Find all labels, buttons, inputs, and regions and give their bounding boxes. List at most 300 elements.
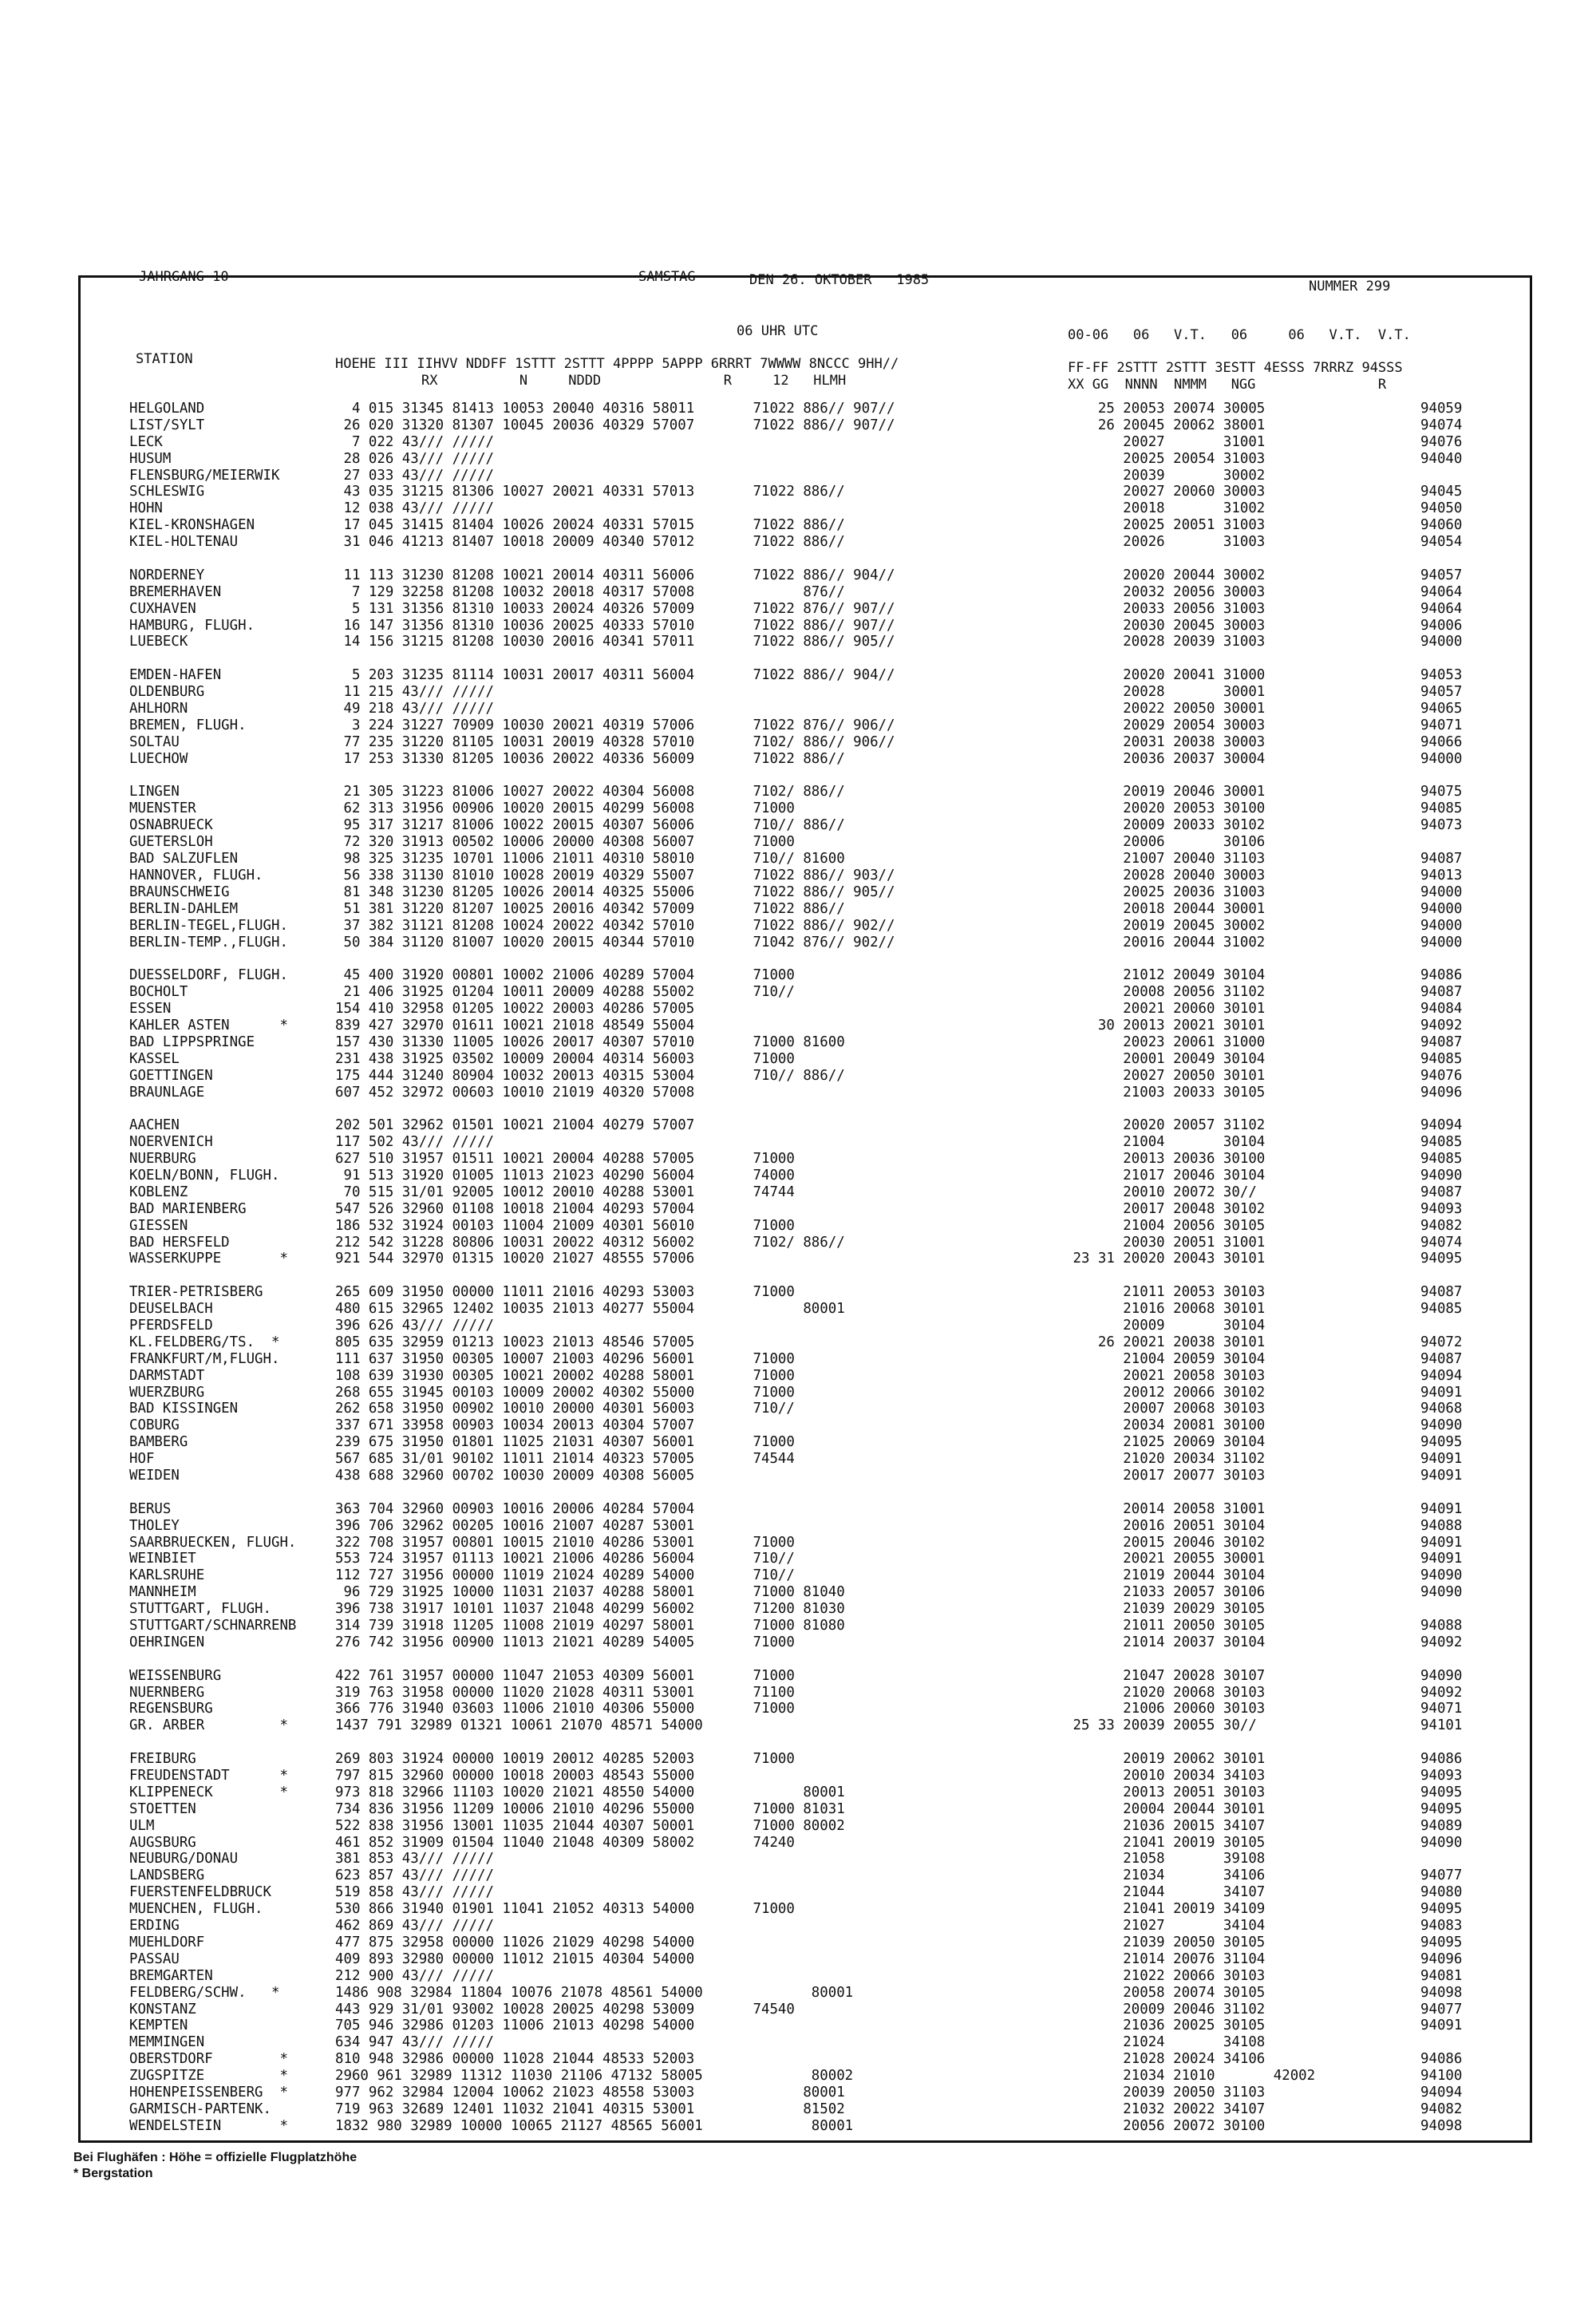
station-name: OLDENBURG: [129, 684, 205, 701]
station-codes: 96 729 31925 10000 11031 21037 40288 58001 71000 81040: [335, 1584, 845, 1601]
station-index: 94054: [1420, 534, 1463, 551]
table-row: [129, 534, 1534, 551]
station-name: LECK: [129, 433, 163, 450]
station-codes: 70 515 31/01 92005 10012 20010 40288 53001 74744: [335, 1184, 795, 1200]
station-extra-codes: 21047 20028 30107: [1065, 1667, 1266, 1684]
station-name: FREUDENSTADT *: [129, 1768, 288, 1784]
station-column-header: STATION: [136, 351, 193, 367]
station-index: 94095: [1420, 1901, 1463, 1918]
station-index: 94091: [1420, 1500, 1463, 1517]
table-row: [129, 1284, 1534, 1301]
station-index: 94094: [1420, 2084, 1463, 2100]
station-index: 94072: [1420, 1334, 1463, 1350]
station-index: 94095: [1420, 1934, 1463, 1950]
table-row: [129, 1685, 1534, 1701]
station-index: 94045: [1420, 484, 1463, 500]
station-name: AUGSBURG: [129, 1834, 196, 1851]
station-index: 94086: [1420, 967, 1463, 984]
table-row: [129, 1151, 1534, 1168]
table-row: [129, 1835, 1534, 1851]
station-index: 94083: [1420, 1918, 1463, 1934]
station-name: BRAUNSCHWEIG: [129, 883, 230, 900]
table-row: [129, 417, 1534, 434]
station-extra-codes: 26 20045 20062 38001: [1065, 417, 1266, 433]
station-index: 94074: [1420, 1234, 1463, 1251]
table-row: [129, 2017, 1534, 2034]
station-codes: 607 452 32972 00603 10010 21019 40320 57008: [335, 1084, 695, 1101]
station-index: 94092: [1420, 1017, 1463, 1033]
station-extra-codes: 20020 20041 31000: [1065, 667, 1266, 684]
station-index: 94082: [1420, 2100, 1463, 2117]
station-name: BREMGARTEN: [129, 1967, 213, 1984]
station-index: 94090: [1420, 1834, 1463, 1851]
station-name: STUTTGART/SCHNARRENB: [129, 1618, 297, 1634]
station-name: GARMISCH-PARTENK.: [129, 2100, 271, 2117]
station-index: 94071: [1420, 1701, 1463, 1717]
table-row: [129, 434, 1534, 451]
station-index: 94080: [1420, 1884, 1463, 1901]
station-codes: 111 637 31950 00305 10007 21003 40296 56001 71000: [335, 1350, 795, 1367]
station-codes: 175 444 31240 80904 10032 20013 40315 53004 710// 886//: [335, 1067, 845, 1084]
table-row: [129, 1751, 1534, 1768]
station-index: 94091: [1420, 1534, 1463, 1551]
station-codes: 973 818 32966 11103 10020 21021 48550 54000 80001: [335, 1784, 845, 1800]
station-codes: 117 502 43/// /////: [335, 1134, 494, 1151]
station-index: 94087: [1420, 1350, 1463, 1367]
station-codes: 17 253 31330 81205 10036 20022 40336 56009 71022 886//: [335, 750, 845, 767]
station-extra-codes: 21003 20033 30105: [1065, 1084, 1266, 1101]
table-row: [129, 1468, 1534, 1484]
date-label: DEN 26. OKTOBER 1985: [749, 272, 930, 288]
station-extra-codes: 23 31 20020 20043 30101: [1065, 1251, 1266, 1267]
station-extra-codes: 20058 20074 30105: [1065, 1984, 1266, 2001]
station-extra-codes: 21016 20068 30101: [1065, 1301, 1266, 1318]
station-codes: 1437 791 32989 01321 10061 21070 48571 54000: [335, 1717, 703, 1734]
station-index: 94081: [1420, 1967, 1463, 1984]
station-index: 94090: [1420, 1167, 1463, 1184]
station-name: ESSEN: [129, 1001, 172, 1018]
station-index: 94000: [1420, 883, 1463, 900]
station-codes: 231 438 31925 03502 10009 20004 40314 56003 71000: [335, 1050, 795, 1067]
station-codes: 202 501 32962 01501 10021 21004 40279 57007: [335, 1117, 695, 1134]
station-extra-codes: 20030 20051 31001: [1065, 1234, 1266, 1251]
station-codes: 734 836 31956 11209 10006 21010 40296 55000 71000 81031: [335, 1800, 845, 1817]
table-row: [129, 500, 1534, 517]
table-row: [129, 2101, 1534, 2118]
station-extra-codes: 20018 31002: [1065, 500, 1266, 517]
table-row: [129, 1784, 1534, 1801]
station-codes: 810 948 32986 00000 11028 21044 48533 52003: [335, 2051, 695, 2068]
station-codes: 50 384 31120 81007 10020 20015 40344 57010 71042 876// 902//: [335, 934, 895, 950]
station-codes: 921 544 32970 01315 10020 21027 48555 57006: [335, 1251, 695, 1267]
station-index: 94092: [1420, 1634, 1463, 1650]
station-extra-codes: 20028 30001: [1065, 684, 1266, 701]
station-index: 94077: [1420, 1867, 1463, 1884]
station-index: 94093: [1420, 1200, 1463, 1217]
right-columns-header: FF-FF 2STTT 2STTT 3ESTT 4ESSS 7RRRZ 94SSS: [1068, 360, 1403, 376]
station-extra-codes: 21034 21010 42002: [1065, 2068, 1316, 2085]
station-codes: 522 838 31956 13001 11035 21044 40307 50001 71000 80002: [335, 1817, 845, 1834]
station-index: 94085: [1420, 800, 1463, 817]
table-row: [129, 1134, 1534, 1151]
table-row: [129, 935, 1534, 951]
station-extra-codes: 21028 20024 34106: [1065, 2051, 1266, 2068]
table-row: [129, 601, 1534, 618]
station-extra-codes: 25 33 20039 20055 30//: [1065, 1717, 1257, 1734]
table-row: [129, 567, 1534, 584]
station-index: 94040: [1420, 450, 1463, 467]
station-name: KOELN/BONN, FLUGH.: [129, 1167, 280, 1184]
station-name: FLENSBURG/MEIERWIK: [129, 467, 280, 484]
station-extra-codes: 21036 20015 34107: [1065, 1817, 1266, 1834]
station-index: 94091: [1420, 1384, 1463, 1401]
table-row: [129, 1851, 1534, 1867]
station-extra-codes: 21012 20049 30104: [1065, 967, 1266, 984]
station-index: 94050: [1420, 500, 1463, 517]
station-name: MUENSTER: [129, 800, 196, 817]
footnote-mountain-station: * Bergstation: [73, 2167, 153, 2180]
station-name: BAD LIPPSPRINGE: [129, 1033, 255, 1050]
station-index: 94000: [1420, 934, 1463, 950]
station-codes: 422 761 31957 00000 11047 21053 40309 56001 71000: [335, 1667, 795, 1684]
station-name: DARMSTADT: [129, 1367, 205, 1384]
station-index: 94000: [1420, 634, 1463, 650]
station-codes: 3 224 31227 70909 10030 20021 40319 57006 71022 876// 906//: [335, 717, 895, 733]
station-codes: 62 313 31956 00906 10020 20015 40299 56008 71000: [335, 800, 795, 817]
station-extra-codes: 20029 20054 30003: [1065, 717, 1266, 733]
table-row: [129, 484, 1534, 500]
station-index: 94091: [1420, 1551, 1463, 1567]
station-name: FRANKFURT/M,FLUGH.: [129, 1350, 280, 1367]
table-row: [129, 717, 1534, 734]
table-row: [129, 2068, 1534, 2085]
station-index: 94086: [1420, 2051, 1463, 2068]
station-codes: 212 542 31228 80806 10031 20022 40312 56002 7102/ 886//: [335, 1234, 845, 1251]
station-name: FUERSTENFELDBRUCK: [129, 1884, 271, 1901]
table-row: [129, 634, 1534, 650]
station-extra-codes: 21007 20040 31103: [1065, 851, 1266, 867]
table-row: [129, 867, 1534, 884]
station-index: 94098: [1420, 2117, 1463, 2134]
table-row: [129, 1368, 1534, 1385]
station-extra-codes: 25 20053 20074 30005: [1065, 401, 1266, 417]
day-label: SAMSTAG: [638, 269, 696, 285]
station-codes: 21 406 31925 01204 10011 20009 40288 55002 710//: [335, 984, 795, 1001]
table-row: [129, 1351, 1534, 1368]
group-separator: [129, 1267, 1534, 1284]
table-row: [129, 1668, 1534, 1685]
station-name: KIEL-HOLTENAU: [129, 534, 239, 551]
station-index: 94096: [1420, 1950, 1463, 1967]
station-codes: 37 382 31121 81208 10024 20022 40342 57010 71022 886// 902//: [335, 917, 895, 934]
station-codes: 77 235 31220 81105 10031 20019 40328 57010 7102/ 886// 906//: [335, 733, 895, 750]
station-name: BREMEN, FLUGH.: [129, 717, 247, 733]
table-row: [129, 618, 1534, 634]
station-extra-codes: 21022 20066 30103: [1065, 1967, 1266, 1984]
station-index: 94060: [1420, 517, 1463, 534]
table-row: [129, 1051, 1534, 1068]
station-extra-codes: 21036 20025 30105: [1065, 2017, 1266, 2034]
table-row: [129, 1451, 1534, 1468]
station-codes: 56 338 31130 81010 10028 20019 40329 55007 71022 886// 903//: [335, 867, 895, 883]
station-index: 94066: [1420, 733, 1463, 750]
station-codes: 547 526 32960 01108 10018 21004 40293 57004: [335, 1200, 695, 1217]
table-row: [129, 2085, 1534, 2101]
table-row: [129, 1918, 1534, 1934]
station-codes: 634 947 43/// /////: [335, 2034, 494, 2051]
station-extra-codes: 20016 20044 31002: [1065, 934, 1266, 950]
station-name: WEIDEN: [129, 1468, 180, 1484]
station-extra-codes: 21034 34106: [1065, 1867, 1266, 1884]
table-row: [129, 1085, 1534, 1101]
station-codes: 51 381 31220 81207 10025 20016 40342 57009 71022 886//: [335, 900, 845, 917]
table-row: [129, 1068, 1534, 1085]
station-name: ZUGSPITZE *: [129, 2068, 288, 2085]
station-index: 94085: [1420, 1050, 1463, 1067]
station-index: 94085: [1420, 1134, 1463, 1151]
station-index: 94075: [1420, 784, 1463, 800]
station-index: 94090: [1420, 1567, 1463, 1584]
table-row: [129, 1001, 1534, 1018]
station-codes: 627 510 31957 01511 10021 20004 40288 57005 71000: [335, 1151, 795, 1168]
station-extra-codes: 20008 20056 31102: [1065, 984, 1266, 1001]
station-extra-codes: 20031 20038 30003: [1065, 733, 1266, 750]
station-index: 94087: [1420, 1033, 1463, 1050]
group-separator: [129, 650, 1534, 667]
station-codes: 314 739 31918 11205 11008 21019 40297 58001 71000 81080: [335, 1618, 845, 1634]
station-codes: 43 035 31215 81306 10027 20021 40331 57013 71022 886//: [335, 484, 845, 500]
station-name: BAD MARIENBERG: [129, 1200, 247, 1217]
group-separator: [129, 950, 1534, 967]
table-row: [129, 1218, 1534, 1235]
table-row: [129, 984, 1534, 1001]
station-name: OEHRINGEN: [129, 1634, 205, 1650]
station-extra-codes: 21044 34107: [1065, 1884, 1266, 1901]
table-row: [129, 1951, 1534, 1968]
station-name: LANDSBERG: [129, 1867, 205, 1884]
table-row: [129, 1584, 1534, 1601]
station-extra-codes: 20020 20044 30002: [1065, 567, 1266, 583]
table-row: [129, 1717, 1534, 1734]
station-extra-codes: 21006 20060 30103: [1065, 1701, 1266, 1717]
station-codes: 98 325 31235 10701 11006 21011 40310 58010 710// 81600: [335, 851, 845, 867]
station-name: MUENCHEN, FLUGH.: [129, 1901, 263, 1918]
station-codes: 262 658 31950 00902 10010 20000 40301 56003 710//: [335, 1401, 795, 1417]
table-row: [129, 1184, 1534, 1201]
station-name: MANNHEIM: [129, 1584, 196, 1601]
station-index: 94064: [1420, 600, 1463, 617]
station-codes: 12 038 43/// /////: [335, 500, 494, 517]
station-codes: 157 430 31330 11005 10026 20017 40307 57010 71000 81600: [335, 1033, 845, 1050]
station-codes: 17 045 31415 81404 10026 20024 40331 57015 71022 886//: [335, 517, 845, 534]
table-row: [129, 1768, 1534, 1784]
station-codes: 519 858 43/// /////: [335, 1884, 494, 1901]
station-codes: 553 724 31957 01113 10021 21006 40286 56004 710//: [335, 1551, 795, 1567]
station-name: BRAUNLAGE: [129, 1084, 205, 1101]
station-extra-codes: 20009 20033 30102: [1065, 817, 1266, 834]
station-name: FREIBURG: [129, 1751, 196, 1768]
station-name: COBURG: [129, 1417, 180, 1434]
station-index: 94095: [1420, 1800, 1463, 1817]
station-name: LUEBECK: [129, 634, 188, 650]
station-codes: 443 929 31/01 93002 10028 20025 40298 53009 74540: [335, 2001, 795, 2017]
table-row: [129, 1117, 1534, 1134]
table-row: [129, 1818, 1534, 1835]
station-extra-codes: 20015 20046 30102: [1065, 1534, 1266, 1551]
station-extra-codes: 20025 20051 31003: [1065, 517, 1266, 534]
station-name: KONSTANZ: [129, 2001, 196, 2017]
station-codes: 337 671 33958 00903 10034 20013 40304 57007: [335, 1417, 695, 1434]
station-name: ULM: [129, 1817, 155, 1834]
station-extra-codes: 26 20021 20038 30101: [1065, 1334, 1266, 1350]
station-index: 94000: [1420, 900, 1463, 917]
table-row: [129, 1618, 1534, 1634]
jahrgang-label: JAHRGANG 10: [139, 269, 229, 285]
station-codes: 623 857 43/// /////: [335, 1867, 494, 1884]
station-index: 94057: [1420, 684, 1463, 701]
station-extra-codes: 20032 20056 30003: [1065, 583, 1266, 600]
table-row: [129, 1201, 1534, 1218]
station-extra-codes: 20019 20062 30101: [1065, 1751, 1266, 1768]
station-name: KLIPPENECK *: [129, 1784, 288, 1800]
station-extra-codes: 20036 20037 30004: [1065, 750, 1266, 767]
station-extra-codes: 20021 20060 30101: [1065, 1001, 1266, 1018]
right-columns-subheader: XX GG NNNN NMMM NGG R: [1068, 377, 1387, 393]
station-table: [129, 401, 1534, 2135]
station-extra-codes: 20028 20040 30003: [1065, 867, 1266, 883]
table-row: [129, 1251, 1534, 1267]
station-index: 94077: [1420, 2001, 1463, 2017]
station-index: 94084: [1420, 1001, 1463, 1018]
station-codes: 719 963 32689 12401 11032 21041 40315 53001 81502: [335, 2100, 845, 2117]
station-extra-codes: 20027 20050 30101: [1065, 1067, 1266, 1084]
station-name: WEISSENBURG: [129, 1667, 222, 1684]
station-extra-codes: 20017 20048 30102: [1065, 1200, 1266, 1217]
table-row: [129, 1801, 1534, 1818]
station-codes: 14 156 31215 81208 10030 20016 40341 57011 71022 886// 905//: [335, 634, 895, 650]
station-extra-codes: 20020 20057 31102: [1065, 1117, 1266, 1134]
table-row: [129, 684, 1534, 701]
station-codes: 112 727 31956 00000 11019 21024 40289 54000 710//: [335, 1567, 795, 1584]
group-separator: [129, 1651, 1534, 1668]
table-row: [129, 1235, 1534, 1251]
group-separator: [129, 1484, 1534, 1501]
station-index: 94057: [1420, 567, 1463, 583]
table-row: [129, 851, 1534, 867]
station-extra-codes: 20019 20045 30002: [1065, 917, 1266, 934]
station-name: GIESSEN: [129, 1217, 188, 1234]
station-index: 94065: [1420, 701, 1463, 717]
station-extra-codes: 21025 20069 30104: [1065, 1434, 1266, 1451]
station-codes: 4 015 31345 81413 10053 20040 40316 58011 71022 886// 907//: [335, 401, 895, 417]
station-index: 94094: [1420, 1367, 1463, 1384]
station-extra-codes: 20039 20050 31103: [1065, 2084, 1266, 2100]
station-codes: 797 815 32960 00000 10018 20003 48543 55000: [335, 1768, 695, 1784]
station-name: HELGOLAND: [129, 401, 205, 417]
table-row: [129, 1934, 1534, 1951]
table-row: [129, 584, 1534, 601]
station-name: BREMERHAVEN: [129, 583, 222, 600]
station-index: 94090: [1420, 1417, 1463, 1434]
observation-time-label: 06 UHR UTC: [737, 323, 819, 339]
station-index: 94000: [1420, 917, 1463, 934]
table-row: [129, 2118, 1534, 2135]
station-extra-codes: 20021 20058 30103: [1065, 1367, 1266, 1384]
station-index: 94090: [1420, 1667, 1463, 1684]
station-extra-codes: 21011 20050 30105: [1065, 1618, 1266, 1634]
station-name: HOF: [129, 1451, 155, 1468]
table-row: [129, 834, 1534, 851]
station-index: 94101: [1420, 1717, 1463, 1734]
table-row: [129, 1884, 1534, 1901]
station-name: AHLHORN: [129, 701, 188, 717]
station-name: KARLSRUHE: [129, 1567, 205, 1584]
station-codes: 276 742 31956 00900 11013 21021 40289 54005 71000: [335, 1634, 795, 1650]
station-index: 94076: [1420, 1067, 1463, 1084]
station-index: 94095: [1420, 1251, 1463, 1267]
station-codes: 91 513 31920 01005 11013 21023 40290 56004 74000: [335, 1167, 795, 1184]
station-name: NUERBURG: [129, 1151, 196, 1168]
table-row: [129, 468, 1534, 484]
station-index: 94087: [1420, 1184, 1463, 1200]
station-index: 94100: [1420, 2068, 1463, 2085]
station-name: PFERDSFELD: [129, 1317, 213, 1334]
table-row: [129, 1385, 1534, 1401]
station-codes: 72 320 31913 00502 10006 20000 40308 56007 71000: [335, 834, 795, 851]
station-index: 94053: [1420, 667, 1463, 684]
station-extra-codes: 20012 20066 30102: [1065, 1384, 1266, 1401]
station-codes: 27 033 43/// /////: [335, 467, 494, 484]
station-extra-codes: 20022 20050 30001: [1065, 701, 1266, 717]
station-codes: 396 706 32962 00205 10016 21007 40287 53001: [335, 1517, 695, 1534]
station-index: 94085: [1420, 1151, 1463, 1168]
table-row: [129, 751, 1534, 768]
station-name: SOLTAU: [129, 733, 180, 750]
station-codes: 530 866 31940 01901 11041 21052 40313 54000 71000: [335, 1901, 795, 1918]
table-row: [129, 1301, 1534, 1318]
station-extra-codes: 20010 20072 30//: [1065, 1184, 1257, 1200]
station-index: 94095: [1420, 1434, 1463, 1451]
footnotes: [73, 2150, 357, 2182]
station-extra-codes: 21041 20019 30105: [1065, 1834, 1266, 1851]
station-extra-codes: 20007 20068 30103: [1065, 1401, 1266, 1417]
table-row: [129, 1434, 1534, 1451]
station-name: WENDELSTEIN *: [129, 2117, 288, 2134]
table-row: [129, 451, 1534, 468]
station-name: BERLIN-TEMP.,FLUGH.: [129, 934, 288, 950]
station-codes: 31 046 41213 81407 10018 20009 40340 57012 71022 886//: [335, 534, 845, 551]
station-name: NOERVENICH: [129, 1134, 213, 1151]
table-row: [129, 401, 1534, 417]
station-codes: 269 803 31924 00000 10019 20012 40285 52003 71000: [335, 1751, 795, 1768]
station-index: 94090: [1420, 1584, 1463, 1601]
station-codes: 268 655 31945 00103 10009 20002 40302 55000 71000: [335, 1384, 795, 1401]
station-extra-codes: 21032 20022 34107: [1065, 2100, 1266, 2117]
station-extra-codes: 21004 20059 30104: [1065, 1350, 1266, 1367]
station-name: LIST/SYLT: [129, 417, 205, 433]
station-name: TRIER-PETRISBERG: [129, 1284, 263, 1301]
station-codes: 7 022 43/// /////: [335, 433, 494, 450]
station-name: BERLIN-TEGEL,FLUGH.: [129, 917, 288, 934]
station-extra-codes: 20010 20034 34103: [1065, 1768, 1266, 1784]
station-name: GR. ARBER *: [129, 1717, 288, 1734]
table-row: [129, 1867, 1534, 1884]
table-row: [129, 701, 1534, 717]
station-extra-codes: 21017 20046 30104: [1065, 1167, 1266, 1184]
station-codes: 322 708 31957 00801 10015 21010 40286 53001 71000: [335, 1534, 795, 1551]
table-row: [129, 2051, 1534, 2068]
station-extra-codes: 20016 20051 30104: [1065, 1517, 1266, 1534]
